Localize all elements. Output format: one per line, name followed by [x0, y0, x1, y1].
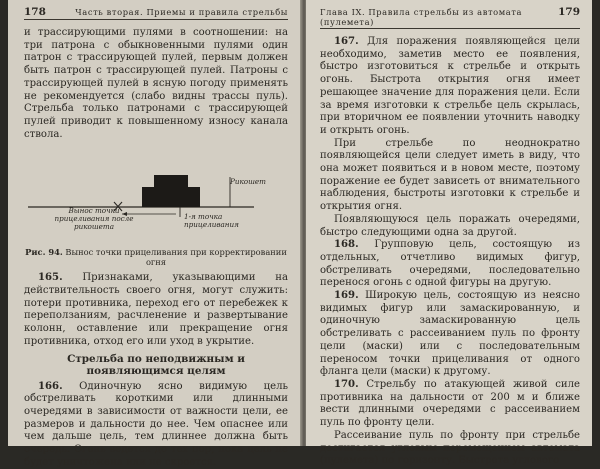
- label-displaced-aim: Вынос точки прицеливания после рикошета: [54, 206, 134, 231]
- right-running-head: Глава IX. Правила стрельбы из автомата (пулемета): [320, 7, 523, 27]
- paragraph-166: [24, 381, 288, 469]
- caption-number: Рис. 94.: [25, 247, 63, 258]
- paragraph-167-c: Появляющуюся цель поражать очередями, быстро следующими одна за другой.: [320, 213, 580, 238]
- paragraph-170-text: Стрельбу по атакующей живой силе противника на дальности от 200 м и ближе вести длинными очередями с рассеиванием пуль по фронту цели.: [320, 378, 581, 429]
- paragraph-165-text: Признаками, указывающими на действительность своего огня, могут служить: потери противника, переход его от перебежек к переползаниям, расчленение и развертывание колонн, оставление или прекращение огня противника, отход его или уход в укрытие.: [24, 272, 288, 347]
- right-page-number: 179: [558, 6, 580, 18]
- left-running-head: Часть вторая. Приемы и правила стрельбы: [75, 7, 288, 17]
- paragraph-167-b: При стрельбе по неоднократно появляющейся цели следует иметь в виду, что она может появиться и в новом месте, поэтому поражение ее будет зависеть от внимательного наблюдения, быстроты изготовки к стрельбе и открытия огня.: [320, 137, 580, 213]
- paragraph-170: [320, 379, 580, 430]
- paragraph-continuation: и трассирующими пулями в соотношении: на три патрона с обыкновенными пулями один патрон с трассирующей пулей, первым должен быть патрон с трассирующей пулей. Патроны с трассирующей пулей в ясную погоду применять не рекомендуется (слабо видны трассы пуль). Стрельба только патронами с трассирующей пулей приводит к повышенному износу канала ствола.: [24, 27, 288, 140]
- paragraph-166-number: 166.: [38, 380, 63, 392]
- label-ricochet: Рикошет: [230, 177, 266, 187]
- paragraph-165: [24, 272, 288, 348]
- paragraph-168: [320, 239, 580, 290]
- section-title: Стрельба по неподвижным и появляющимся целям: [67, 352, 245, 378]
- paragraph-169: [320, 290, 580, 379]
- caption-text: Вынос точки прицеливания при корректировании огня: [65, 247, 287, 268]
- paragraph-169-number: 169.: [334, 290, 359, 302]
- paragraph-169-text: Широкую цель, состоящую из неясно видимых фигур или замаскированную, и одиночную замаскированную цель обстреливать с рассеиванием пуль по фронту цели (маски) или с последовательным переносом точки прицеливания от одного фланга цели (маски) к другому.: [320, 290, 580, 378]
- target-block-base: [142, 187, 200, 207]
- figure-94: [24, 145, 288, 245]
- paragraph-168-number: 168.: [334, 239, 359, 251]
- right-running-header: [320, 6, 580, 29]
- paragraph-165-number: 165.: [38, 272, 63, 284]
- figure-diagram: [24, 145, 288, 245]
- paragraph-167: [320, 36, 580, 138]
- figure-caption: [24, 247, 288, 267]
- paragraph-167-text: Для поражения появляющейся цели необходимо, заметив место ее появления, быстро изготовиться к стрельбе и открыть огонь. Быстрота открытия огня имеет решающее значение для поражения цели. Если за время изготовки к стрельбе цель скрылась, при вторичном ее появлении уточнить наводку и открыть огонь.: [320, 36, 580, 136]
- left-running-header: [24, 6, 288, 20]
- paragraph-170-number: 170.: [334, 378, 359, 390]
- left-page-number: 178: [24, 6, 46, 18]
- paragraph-166-text: Одиночную ясно видимую цель обстреливать короткими или длинными очередями в зависимости от важности цели, ее размеров и дальности до нее. Чем опаснее или чем дальше цель, тем длиннее должна быть очередь. Огонь ведется до тех пор, пока цель не будет уничтожена или не скроется.: [24, 380, 288, 468]
- left-page: [8, 0, 302, 468]
- paragraph-168-text: Групповую цель, состоящую из отдельных, отчетливо видимых фигур, обстреливать очередями, последовательно перенося огонь с одной фигуры на другую.: [320, 239, 580, 289]
- label-first-aim: 1-я точка прицеливания: [184, 212, 239, 229]
- paragraph-170-b: Рассеивание пуль по фронту при стрельбе достигается угловым перемещением автомата (пулемета) по горизонту. Быстрота углового: [320, 429, 580, 467]
- paragraph-167-number: 167.: [334, 36, 359, 47]
- right-page: [306, 0, 592, 467]
